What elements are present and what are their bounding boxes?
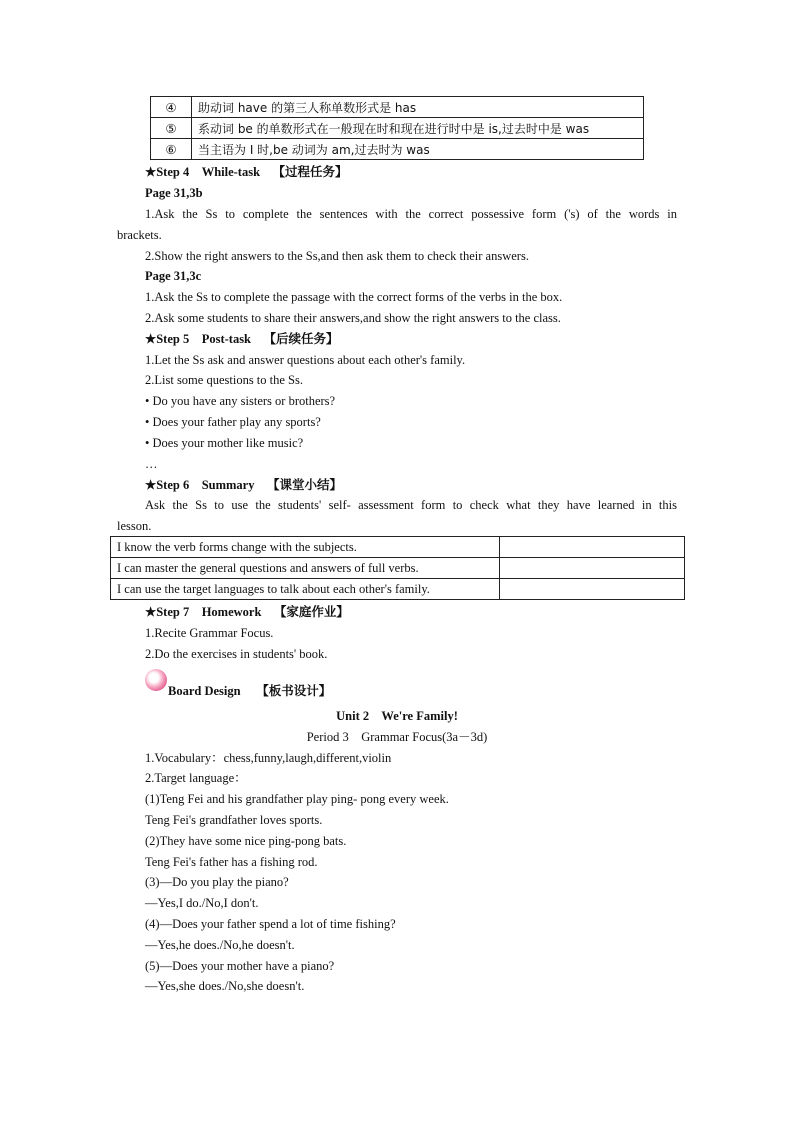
step4-item1-line1: 1.Ask the Ss to complete the sentences with the correct possessive form ('s) of the words in — [145, 207, 677, 221]
flower-icon — [145, 669, 167, 691]
step5-item2: 2.List some questions to the Ss. — [145, 373, 303, 387]
board-design-heading — [168, 683, 331, 699]
target-language-line: 2.Target language： — [145, 771, 247, 785]
board-line: (1)Teng Fei and his grandfather play ping- pong every week. — [145, 792, 449, 806]
step-title: While-task — [201, 165, 261, 179]
assessment-statement: I can use the target languages to talk about each other's family. — [111, 579, 500, 600]
board-line: (2)They have some nice ping-pong bats. — [145, 834, 347, 848]
step4-item3: 1.Ask the Ss to complete the passage with the correct forms of the verbs in the box. — [145, 290, 563, 304]
step5-question3: • Does your mother like music? — [145, 436, 304, 450]
board-line: (5)—Does your mother have a piano? — [145, 959, 335, 973]
step-title: Post-task — [201, 332, 252, 346]
row-number: ⑤ — [151, 118, 192, 139]
step4-heading — [145, 164, 348, 180]
step4-item4: 2.Ask some students to share their answers,and show the right answers to the class. — [145, 311, 561, 325]
step-title-cn: 【家庭作业】 — [273, 604, 349, 619]
step-title-cn: 【课堂小结】 — [266, 477, 342, 492]
grammar-notes-table — [150, 96, 644, 160]
table-row — [111, 537, 685, 558]
step-label: ★Step 5 — [145, 332, 190, 346]
board-line: Teng Fei's grandfather loves sports. — [145, 813, 323, 827]
step7-item1: 1.Recite Grammar Focus. — [145, 626, 274, 640]
board-title: Board Design — [168, 684, 241, 698]
step5-item1: 1.Let the Ss ask and answer questions about each other's family. — [145, 353, 466, 367]
step4-item2: 2.Show the right answers to the Ss,and then ask them to check their answers. — [145, 249, 529, 263]
step7-item2: 2.Do the exercises in students' book. — [145, 647, 328, 661]
assessment-statement: I know the verb forms change with the subjects. — [111, 537, 500, 558]
row-text: 当主语为 I 时,be 动词为 am,过去时为 was — [192, 139, 644, 160]
table-row — [111, 579, 685, 600]
page-ref-3c: Page 31,3c — [145, 269, 202, 283]
table-row — [111, 558, 685, 579]
row-text: 助动词 have 的第三人称单数形式是 has — [192, 97, 644, 118]
step-title-cn: 【后续任务】 — [263, 331, 339, 346]
step-title: Summary — [201, 478, 255, 492]
step7-heading — [145, 604, 349, 620]
row-text: 系动词 be 的单数形式在一般现在时和现在进行时中是 is,过去时中是 was — [192, 118, 644, 139]
assessment-statement: I can master the general questions and answers of full verbs. — [111, 558, 500, 579]
step5-ellipsis: … — [145, 457, 158, 471]
assessment-mark-cell — [500, 579, 685, 600]
board-line: —Yes,she does./No,she doesn't. — [145, 979, 305, 993]
vocabulary-line: 1.Vocabulary：chess,funny,laugh,different,violin — [145, 751, 392, 765]
self-assessment-table — [110, 536, 685, 600]
step-label: ★Step 6 — [145, 478, 190, 492]
step-title: Homework — [201, 605, 262, 619]
board-line: (3)—Do you play the piano? — [145, 875, 289, 889]
step6-text-line1: Ask the Ss to use the students' self- assessment form to check what they have learned in this — [145, 498, 677, 512]
board-line: —Yes,I do./No,I don't. — [145, 896, 259, 910]
step-title-cn: 【过程任务】 — [272, 164, 348, 179]
step4-item1-line2: brackets. — [117, 228, 162, 242]
step6-text-line2: lesson. — [117, 519, 152, 533]
row-number: ⑥ — [151, 139, 192, 160]
step5-question2: • Does your father play any sports? — [145, 415, 321, 429]
page-ref-3b: Page 31,3b — [145, 186, 203, 200]
row-number: ④ — [151, 97, 192, 118]
step6-heading — [145, 477, 342, 493]
board-line: (4)—Does your father spend a lot of time fishing? — [145, 917, 396, 931]
step5-heading — [145, 331, 339, 347]
board-line: Teng Fei's father has a fishing rod. — [145, 855, 318, 869]
table-row — [151, 97, 644, 118]
assessment-mark-cell — [500, 558, 685, 579]
step5-question1: • Do you have any sisters or brothers? — [145, 394, 336, 408]
board-title-cn: 【板书设计】 — [256, 683, 332, 698]
table-row — [151, 118, 644, 139]
step-label: ★Step 4 — [145, 165, 190, 179]
unit-title: Unit 2 We're Family! — [336, 709, 458, 723]
assessment-mark-cell — [500, 537, 685, 558]
board-line: —Yes,he does./No,he doesn't. — [145, 938, 295, 952]
table-row — [151, 139, 644, 160]
step-label: ★Step 7 — [145, 605, 190, 619]
period-title: Period 3 Grammar Focus(3a－3d) — [306, 730, 488, 744]
